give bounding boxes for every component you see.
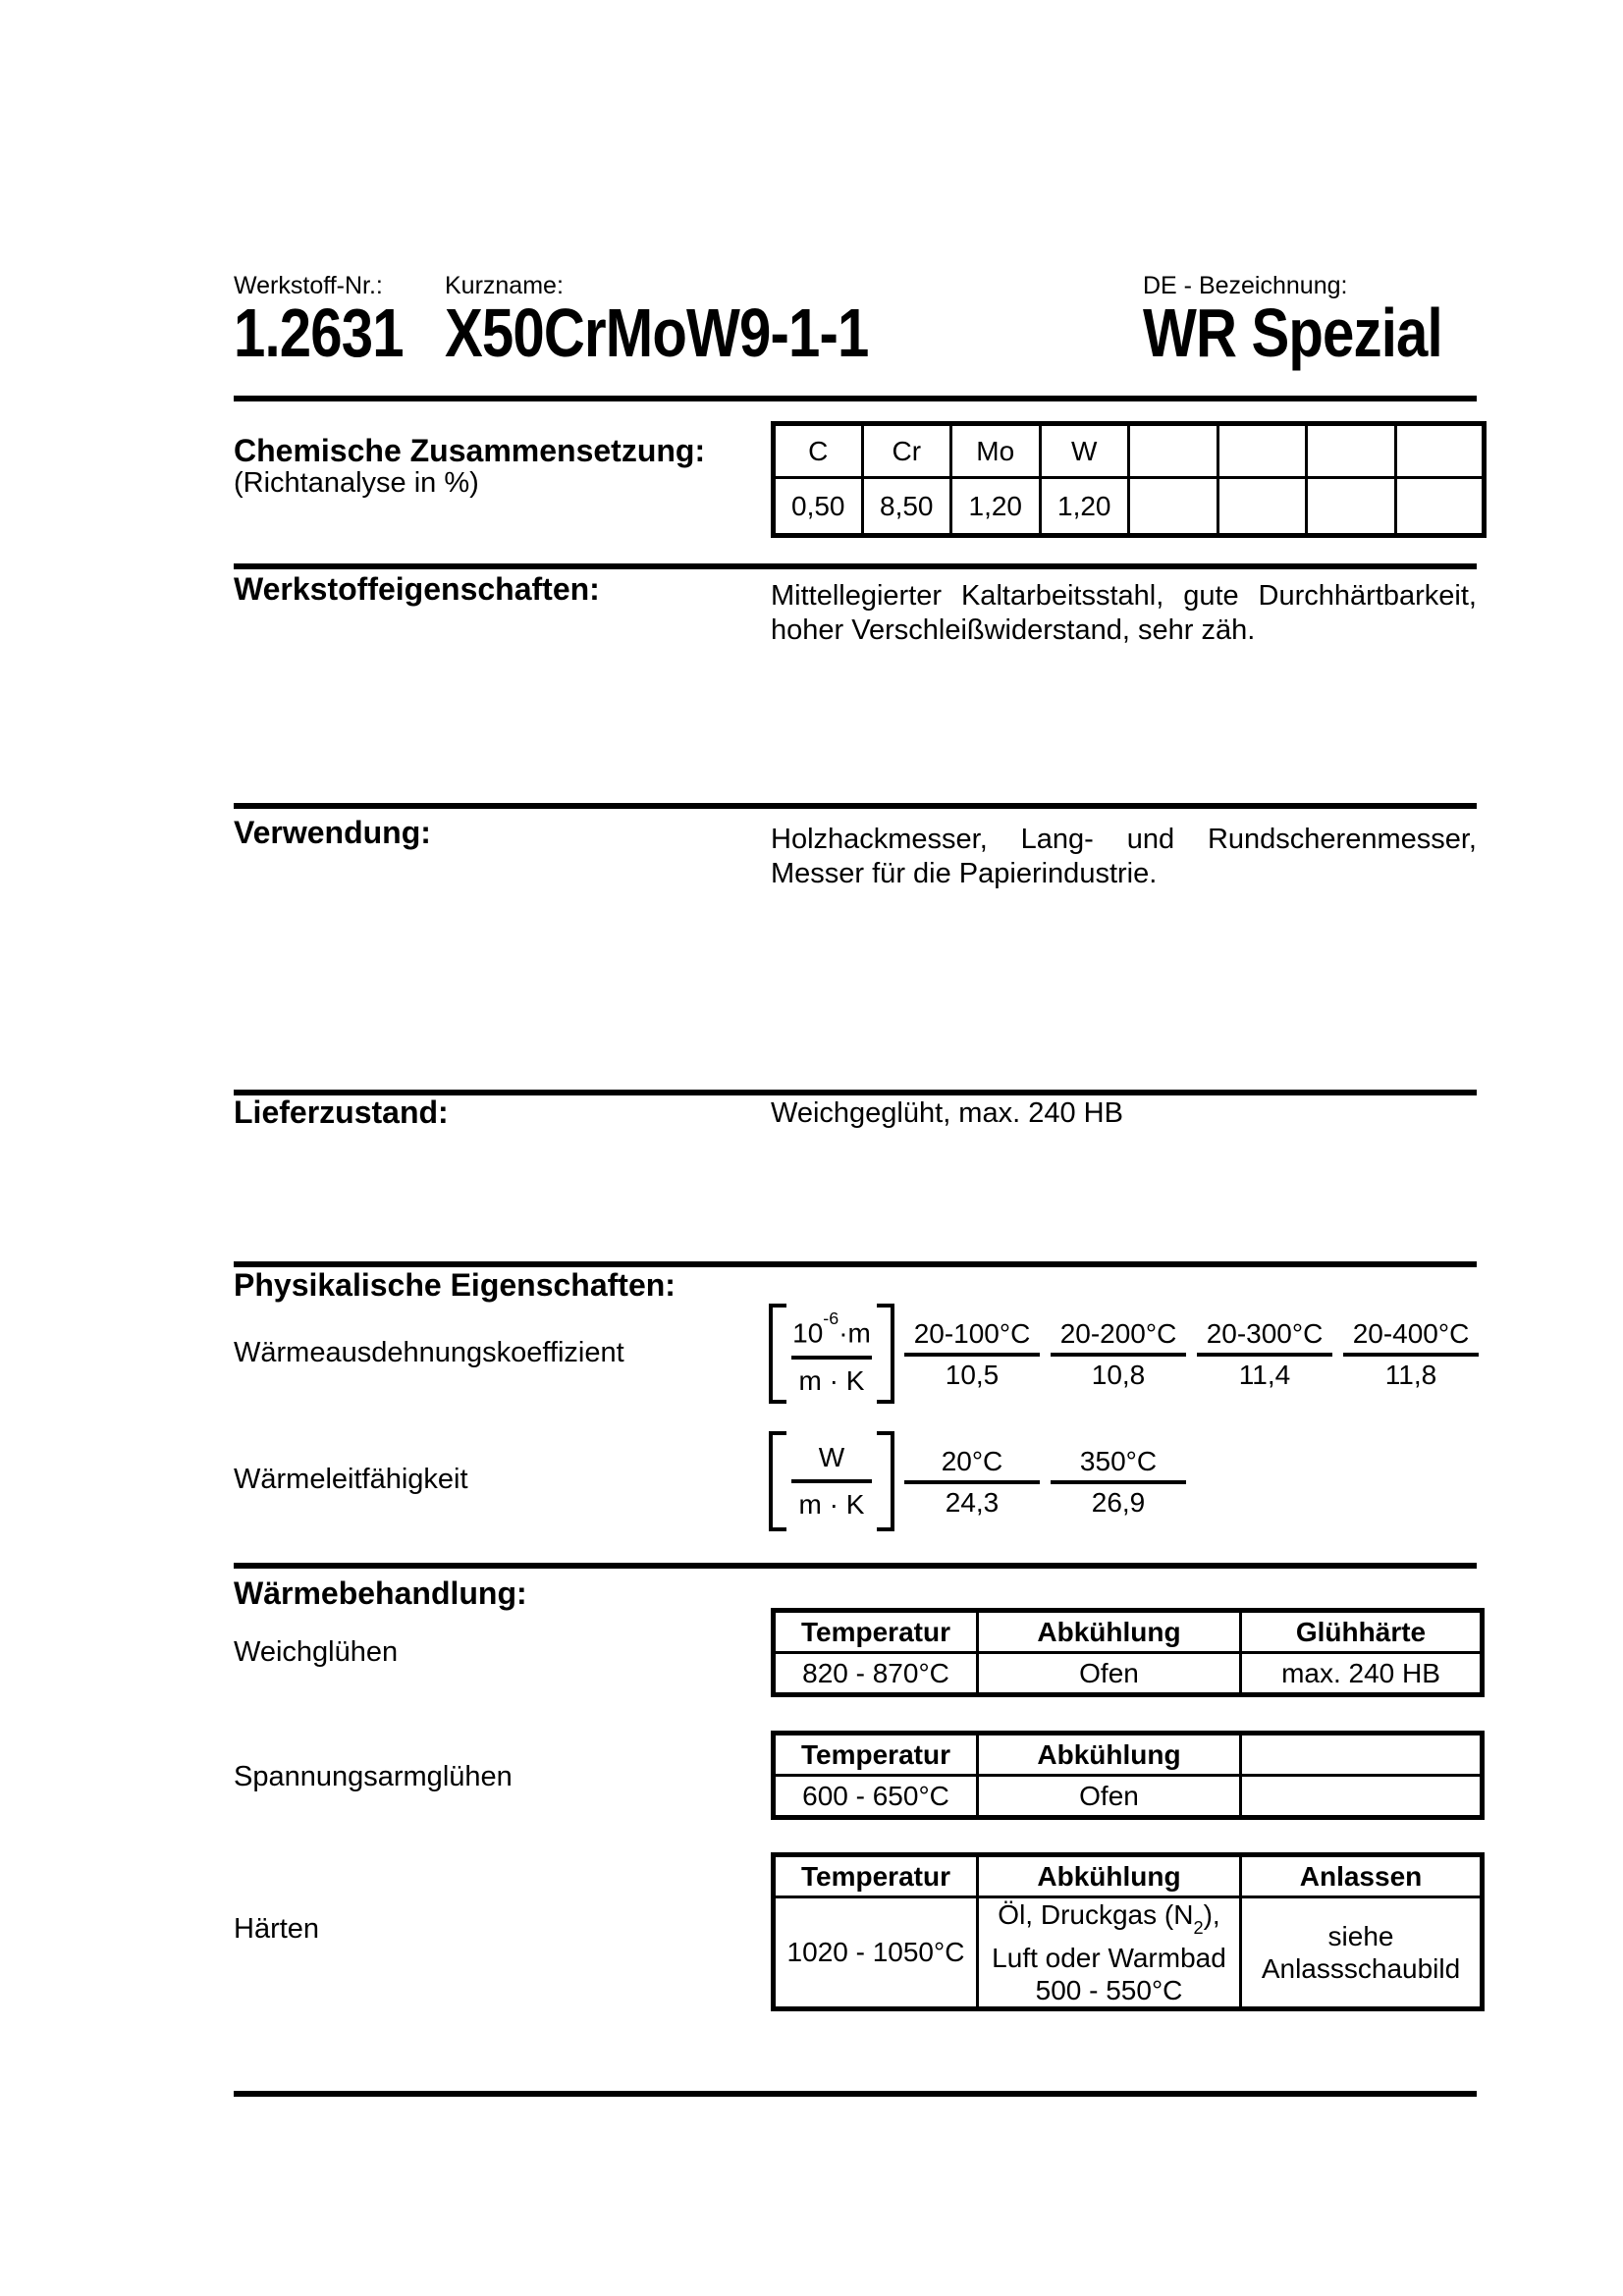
right-bracket bbox=[877, 1304, 894, 1404]
unit-fraction-body bbox=[786, 1304, 877, 1404]
temp-range: 350°C bbox=[1079, 1446, 1158, 1476]
element-header-cell bbox=[1129, 424, 1218, 478]
temp-range: 20-100°C bbox=[913, 1318, 1031, 1349]
element-value-cell: 0,50 bbox=[774, 478, 863, 536]
header-cell: Temperatur bbox=[774, 1855, 978, 1897]
element-value-cell: 1,20 bbox=[1040, 478, 1129, 536]
divider-rule bbox=[234, 1563, 1477, 1569]
divider-rule bbox=[234, 563, 1477, 569]
unit-numerator bbox=[791, 1305, 872, 1355]
lieferzustand-heading: Lieferzustand: bbox=[234, 1095, 449, 1130]
header-cell: Anlassen bbox=[1241, 1855, 1483, 1897]
left-bracket bbox=[769, 1431, 786, 1531]
text-line: Mittellegierter Kaltarbeitsstahl, gute Durchhärtbarkeit, bbox=[771, 580, 1477, 612]
value-cell bbox=[1241, 1776, 1483, 1818]
cooling-cell bbox=[978, 1897, 1241, 2009]
value-cell: Ofen bbox=[978, 1653, 1241, 1695]
werkstoff-nr-label: Werkstoff-Nr.: bbox=[234, 272, 383, 299]
header-cell: Glühhärte bbox=[1241, 1611, 1483, 1653]
chemische-zusammensetzung-heading: Chemische Zusammensetzung: bbox=[234, 433, 706, 468]
werkstoff-nr-value: 1.2631 bbox=[234, 294, 404, 371]
table-row bbox=[774, 1776, 1483, 1818]
fraction-bar bbox=[1051, 1353, 1186, 1357]
conductivity-value: 24,3 bbox=[945, 1487, 1000, 1518]
element-header-cell bbox=[1307, 424, 1396, 478]
de-bezeichnung-label: DE - Bezeichnung: bbox=[1143, 272, 1348, 299]
table-row bbox=[774, 478, 1485, 536]
table-row bbox=[774, 1897, 1483, 2009]
unit-rest: ·m bbox=[839, 1317, 871, 1349]
text-line: hoher Verschleißwiderstand, sehr zäh. bbox=[771, 614, 1256, 646]
fraction-bar bbox=[1051, 1480, 1186, 1484]
element-value-cell bbox=[1129, 478, 1218, 536]
header-cell bbox=[1241, 1734, 1483, 1776]
unit-base: 10 bbox=[792, 1317, 824, 1349]
value-cell: 600 - 650°C bbox=[774, 1776, 978, 1818]
lieferzustand-text: Weichgeglüht, max. 240 HB bbox=[771, 1097, 1123, 1129]
unit-fraction-body bbox=[786, 1431, 877, 1531]
haerten-label: Härten bbox=[234, 1913, 320, 1945]
fraction-bar bbox=[1197, 1353, 1332, 1357]
werkstoffeigenschaften-text bbox=[771, 579, 1477, 648]
expansion-column bbox=[1197, 1317, 1332, 1392]
header-cell: Abkühlung bbox=[978, 1611, 1241, 1653]
temp-range: 20°C bbox=[941, 1446, 1003, 1476]
kurzname-value: X50CrMoW9-1-1 bbox=[445, 294, 869, 371]
value-cell: max. 240 HB bbox=[1241, 1653, 1483, 1695]
fraction-bar bbox=[1343, 1353, 1479, 1357]
unit-denominator: m · K bbox=[798, 1489, 865, 1520]
header-cell: Temperatur bbox=[774, 1611, 978, 1653]
element-header-cell: W bbox=[1040, 424, 1129, 478]
de-bezeichnung-value: WR Spezial bbox=[1143, 294, 1442, 371]
element-header-cell: C bbox=[774, 424, 863, 478]
expansion-value: 11,8 bbox=[1384, 1360, 1437, 1390]
kurzname-label: Kurzname: bbox=[445, 272, 564, 299]
chemical-composition-table bbox=[771, 421, 1487, 538]
divider-rule bbox=[234, 396, 1477, 401]
physikalische-eigenschaften-heading: Physikalische Eigenschaften: bbox=[234, 1267, 676, 1303]
temp-range: 20-300°C bbox=[1206, 1318, 1324, 1349]
tempering-line: Anlassschaubild bbox=[1261, 1952, 1461, 1984]
element-header-cell bbox=[1217, 424, 1307, 478]
waermeleitfaehigkeit-label: Wärmeleitfähigkeit bbox=[234, 1464, 468, 1495]
conductivity-column bbox=[1051, 1445, 1186, 1520]
expansion-value: 10,8 bbox=[1091, 1360, 1146, 1390]
element-value-cell bbox=[1307, 478, 1396, 536]
text-line: Holzhackmesser, Lang- und Rundscherenmesser, bbox=[771, 824, 1477, 855]
right-bracket bbox=[877, 1431, 894, 1531]
weichgluehen-table bbox=[771, 1608, 1485, 1697]
table-row bbox=[774, 424, 1485, 478]
element-value-cell bbox=[1395, 478, 1485, 536]
header-cell: Abkühlung bbox=[978, 1855, 1241, 1897]
element-header-cell: Mo bbox=[951, 424, 1041, 478]
waermeausdehnungskoeffizient-label: Wärmeausdehnungskoeffizient bbox=[234, 1337, 624, 1368]
divider-rule bbox=[234, 803, 1477, 809]
expansion-column bbox=[1343, 1317, 1479, 1392]
cooling-line bbox=[983, 1898, 1235, 1942]
element-value-cell bbox=[1217, 478, 1307, 536]
weichgluehen-label: Weichglühen bbox=[234, 1636, 399, 1668]
verwendung-heading: Verwendung: bbox=[234, 815, 431, 850]
expansion-value: 10,5 bbox=[945, 1360, 1000, 1390]
unit-exponent: -6 bbox=[823, 1308, 839, 1329]
haerten-table bbox=[771, 1852, 1485, 2011]
fraction-bar bbox=[904, 1353, 1040, 1357]
table-row bbox=[774, 1734, 1483, 1776]
value-cell: 820 - 870°C bbox=[774, 1653, 978, 1695]
element-value-cell: 1,20 bbox=[951, 478, 1041, 536]
fraction-bar bbox=[904, 1480, 1040, 1484]
element-header-cell: Cr bbox=[862, 424, 951, 478]
cooling-text: Öl, Druckgas (N bbox=[998, 1899, 1194, 1930]
cooling-text: ), bbox=[1203, 1899, 1220, 1930]
tempering-line: siehe bbox=[1327, 1920, 1394, 1951]
header-cell: Temperatur bbox=[774, 1734, 978, 1776]
cooling-line: Luft oder Warmbad bbox=[992, 1942, 1226, 1973]
element-value-cell: 8,50 bbox=[862, 478, 951, 536]
conductivity-value: 26,9 bbox=[1091, 1487, 1146, 1518]
unit-denominator: m · K bbox=[798, 1364, 865, 1396]
richtanalyse-subheading: (Richtanalyse in %) bbox=[234, 467, 479, 499]
conductivity-unit-fraction bbox=[769, 1431, 894, 1531]
element-header-cell bbox=[1395, 424, 1485, 478]
expansion-unit-fraction bbox=[769, 1304, 894, 1404]
tempering-cell bbox=[1241, 1897, 1483, 2009]
cooling-line: 500 - 550°C bbox=[1035, 1974, 1183, 2005]
table-row bbox=[774, 1855, 1483, 1897]
divider-rule bbox=[234, 2091, 1477, 2097]
conductivity-column bbox=[904, 1445, 1040, 1520]
text-line: Messer für die Papierindustrie. bbox=[771, 858, 1158, 889]
waermebehandlung-heading: Wärmebehandlung: bbox=[234, 1575, 527, 1611]
spannungsarmgluehen-label: Spannungsarmglühen bbox=[234, 1761, 513, 1792]
expansion-column bbox=[1051, 1317, 1186, 1392]
value-cell: Ofen bbox=[978, 1776, 1241, 1818]
temp-range: 20-200°C bbox=[1059, 1318, 1177, 1349]
expansion-value: 11,4 bbox=[1238, 1360, 1291, 1390]
unit-numerator: W bbox=[818, 1442, 845, 1472]
verwendung-text bbox=[771, 823, 1477, 891]
left-bracket bbox=[769, 1304, 786, 1404]
value-cell: 1020 - 1050°C bbox=[774, 1897, 978, 2009]
expansion-column bbox=[904, 1317, 1040, 1392]
werkstoffeigenschaften-heading: Werkstoffeigenschaften: bbox=[234, 571, 600, 607]
table-row bbox=[774, 1653, 1483, 1695]
temp-range: 20-400°C bbox=[1352, 1318, 1470, 1349]
subscript: 2 bbox=[1193, 1917, 1204, 1938]
spannungsarmgluehen-table bbox=[771, 1731, 1485, 1820]
table-row bbox=[774, 1611, 1483, 1653]
header-cell: Abkühlung bbox=[978, 1734, 1241, 1776]
